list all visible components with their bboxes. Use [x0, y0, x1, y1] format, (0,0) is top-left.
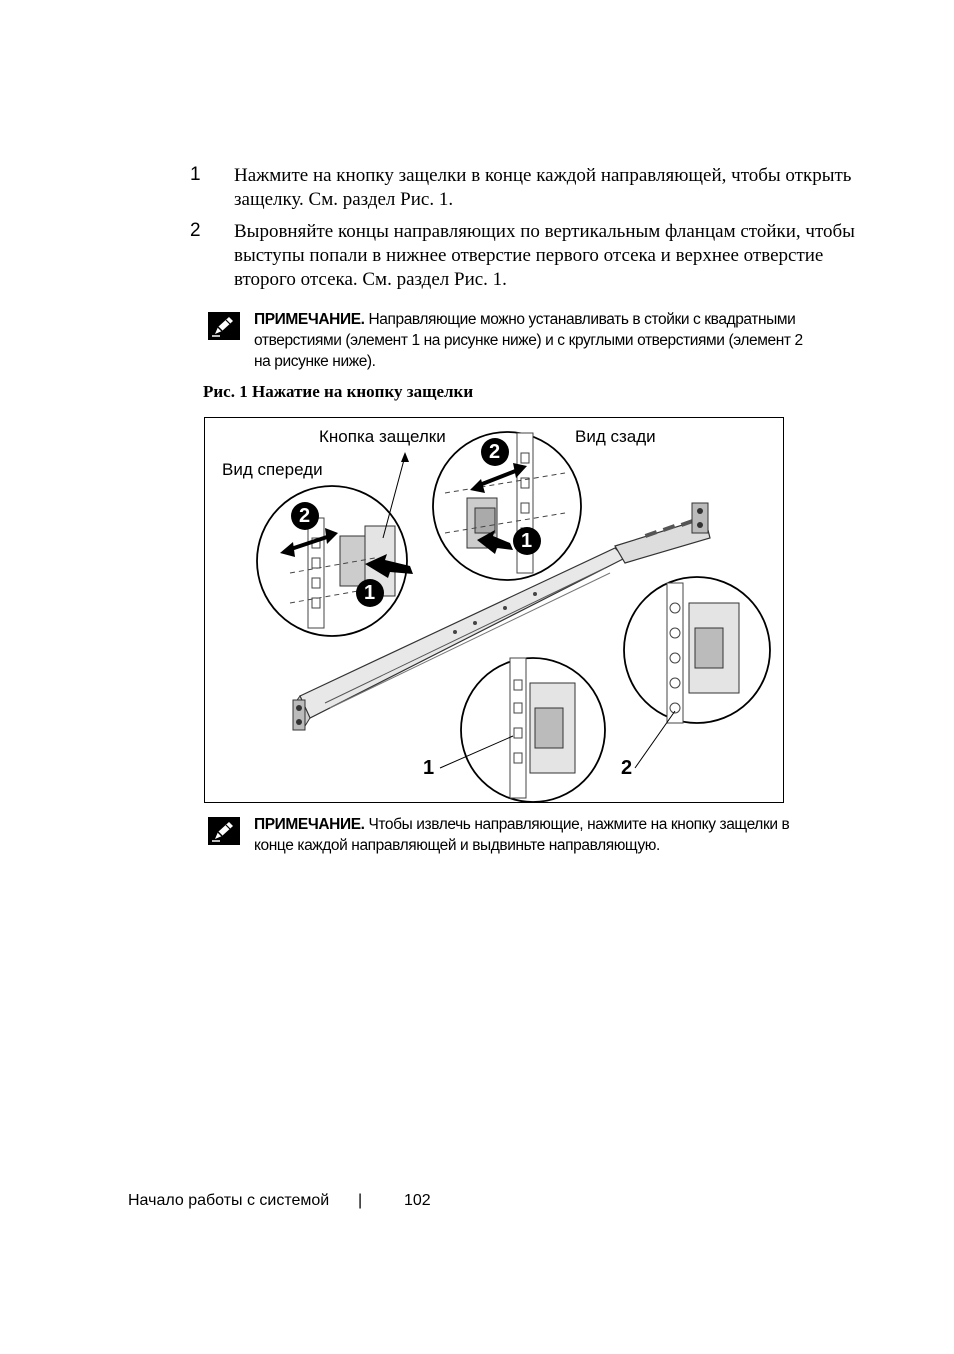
badge-2-front: 2 [299, 505, 311, 527]
footer-separator: | [358, 1192, 363, 1209]
figure-latch-diagram [204, 417, 784, 803]
note-label: ПРИМЕЧАНИЕ. [254, 311, 365, 328]
note-text [254, 814, 814, 856]
step-text: Нажмите на кнопку защелки в конце каждой направляющей, чтобы открыть защелку. См. раздел Рис. 1. [234, 165, 852, 210]
badge-1-front: 1 [364, 582, 376, 604]
note-body: Чтобы извлечь направляющие, нажмите на кнопку защелки в конце каждой направляющей и выдвиньте направляющую. [254, 816, 790, 854]
label-latch-button: Кнопка защелки [319, 427, 446, 446]
footer-title: Начало работы с системой [128, 1192, 330, 1209]
callout-2: 2 [621, 757, 633, 779]
square-hole-detail [440, 658, 605, 802]
page-number: 102 [404, 1192, 431, 1209]
badge-1-rear: 1 [521, 530, 533, 552]
step-number: 2 [190, 220, 201, 241]
badge-2-rear: 2 [489, 441, 501, 463]
label-rear-view: Вид сзади [575, 427, 656, 446]
round-hole-detail [624, 577, 770, 768]
step-text: Выровняйте концы направляющих по вертикальным фланцам стойки, чтобы выступы попали в нижнее отверстие первого отсека и верхнее отверстие второго отсека. См. раздел Рис. 1. [234, 221, 855, 290]
callout-1: 1 [423, 757, 435, 779]
rear-view-detail [433, 432, 581, 580]
note-label: ПРИМЕЧАНИЕ. [254, 816, 365, 833]
note-pencil-icon [208, 312, 240, 340]
label-front-view: Вид спереди [222, 460, 323, 479]
front-view-detail [257, 486, 413, 636]
note-body: Направляющие можно устанавливать в стойки с квадратными отверстиями (элемент 1 на рисунке ниже) и с круглыми отверстиями (элемент 2 на рисунке ниже). [254, 311, 803, 370]
note-pencil-icon [208, 817, 240, 845]
figure-caption: Рис. 1 Нажатие на кнопку защелки [203, 382, 474, 401]
note-text [254, 309, 814, 372]
step-number: 1 [190, 164, 201, 185]
